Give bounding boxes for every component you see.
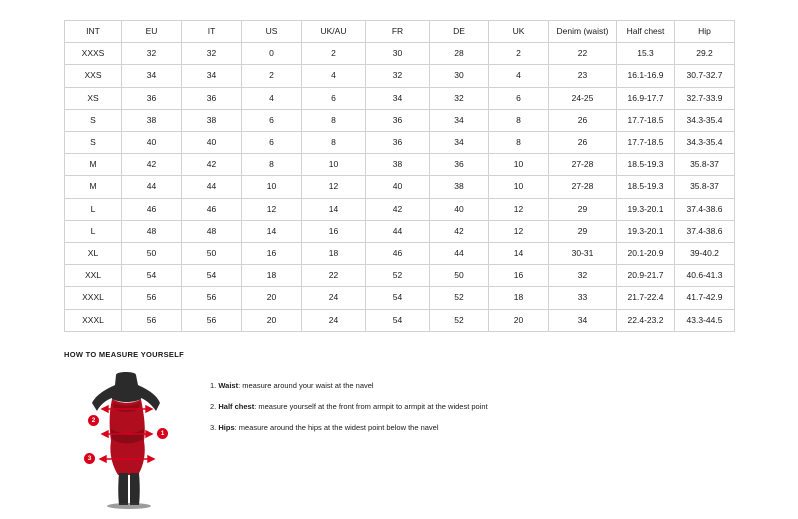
cell-de: 38: [430, 176, 489, 198]
step-term: Half chest: [218, 402, 255, 411]
column-header-uk: UK: [489, 21, 549, 43]
table-row: [65, 154, 735, 176]
cell-hip: 37.4-38.6: [675, 198, 735, 220]
cell-int: L: [65, 220, 122, 242]
step-number: 3.: [210, 423, 217, 432]
cell-eu: 56: [122, 287, 182, 309]
cell-eu: 48: [122, 220, 182, 242]
cell-uk-au: 14: [302, 198, 366, 220]
cell-eu: 54: [122, 265, 182, 287]
cell-uk-au: 6: [302, 87, 366, 109]
cell-int: XXXL: [65, 287, 122, 309]
cell-de: 50: [430, 265, 489, 287]
cell-it: 56: [182, 287, 242, 309]
cell-denim-waist: 30-31: [549, 243, 617, 265]
cell-fr: 54: [366, 287, 430, 309]
cell-eu: 44: [122, 176, 182, 198]
column-header-fr: FR: [366, 21, 430, 43]
mannequin-figure: [64, 369, 194, 509]
cell-int: XS: [65, 87, 122, 109]
step-term: Hips: [218, 423, 235, 432]
size-chart-container: [64, 20, 734, 332]
cell-us: 12: [242, 198, 302, 220]
cell-it: 38: [182, 109, 242, 131]
cell-half-chest: 20.1-20.9: [617, 243, 675, 265]
cell-us: 18: [242, 265, 302, 287]
cell-it: 36: [182, 87, 242, 109]
cell-uk: 10: [489, 176, 549, 198]
cell-half-chest: 20.9-21.7: [617, 265, 675, 287]
cell-us: 2: [242, 65, 302, 87]
cell-half-chest: 17.7-18.5: [617, 132, 675, 154]
cell-fr: 54: [366, 309, 430, 331]
cell-uk: 14: [489, 243, 549, 265]
cell-us: 8: [242, 154, 302, 176]
cell-eu: 40: [122, 132, 182, 154]
cell-us: 16: [242, 243, 302, 265]
cell-de: 34: [430, 109, 489, 131]
cell-uk: 12: [489, 220, 549, 242]
size-chart-table: [64, 20, 735, 332]
cell-uk: 20: [489, 309, 549, 331]
table-row: [65, 109, 735, 131]
cell-fr: 36: [366, 109, 430, 131]
column-header-int: INT: [65, 21, 122, 43]
how-to-measure-section: [64, 350, 734, 509]
cell-half-chest: 19.3-20.1: [617, 220, 675, 242]
column-header-denim-waist: Denim (waist): [549, 21, 617, 43]
cell-de: 42: [430, 220, 489, 242]
cell-it: 54: [182, 265, 242, 287]
cell-int: M: [65, 176, 122, 198]
cell-fr: 32: [366, 65, 430, 87]
cell-de: 52: [430, 287, 489, 309]
cell-it: 40: [182, 132, 242, 154]
cell-denim-waist: 27-28: [549, 176, 617, 198]
cell-hip: 35.8-37: [675, 176, 735, 198]
cell-denim-waist: 27-28: [549, 154, 617, 176]
marker-1: 1: [157, 428, 168, 439]
table-body: [65, 43, 735, 332]
cell-int: XXXS: [65, 43, 122, 65]
cell-eu: 34: [122, 65, 182, 87]
cell-half-chest: 21.7-22.4: [617, 287, 675, 309]
cell-hip: 39-40.2: [675, 243, 735, 265]
cell-half-chest: 18.5-19.3: [617, 154, 675, 176]
cell-denim-waist: 29: [549, 220, 617, 242]
cell-int: XXS: [65, 65, 122, 87]
step-text: : measure around your waist at the navel: [238, 381, 374, 390]
column-header-half-chest: Half chest: [617, 21, 675, 43]
cell-uk-au: 16: [302, 220, 366, 242]
cell-half-chest: 22.4-23.2: [617, 309, 675, 331]
cell-half-chest: 19.3-20.1: [617, 198, 675, 220]
cell-it: 32: [182, 43, 242, 65]
cell-it: 46: [182, 198, 242, 220]
cell-uk-au: 8: [302, 109, 366, 131]
cell-uk-au: 10: [302, 154, 366, 176]
cell-it: 42: [182, 154, 242, 176]
cell-uk-au: 2: [302, 43, 366, 65]
cell-us: 6: [242, 109, 302, 131]
cell-de: 28: [430, 43, 489, 65]
column-header-eu: EU: [122, 21, 182, 43]
cell-fr: 30: [366, 43, 430, 65]
cell-uk-au: 18: [302, 243, 366, 265]
cell-uk-au: 24: [302, 309, 366, 331]
step-number: 1.: [210, 381, 217, 390]
cell-half-chest: 15.3: [617, 43, 675, 65]
cell-fr: 46: [366, 243, 430, 265]
cell-hip: 37.4-38.6: [675, 220, 735, 242]
cell-hip: 34.3-35.4: [675, 132, 735, 154]
measure-steps-list: [210, 369, 488, 444]
table-row: [65, 43, 735, 65]
cell-hip: 40.6-41.3: [675, 265, 735, 287]
table-row: [65, 65, 735, 87]
cell-uk: 2: [489, 43, 549, 65]
marker-3: 3: [84, 453, 95, 464]
table-row: [65, 132, 735, 154]
table-header: [65, 21, 735, 43]
cell-hip: 30.7-32.7: [675, 65, 735, 87]
column-header-hip: Hip: [675, 21, 735, 43]
cell-denim-waist: 24-25: [549, 87, 617, 109]
cell-eu: 38: [122, 109, 182, 131]
cell-uk-au: 22: [302, 265, 366, 287]
table-header-row: [65, 21, 735, 43]
cell-it: 34: [182, 65, 242, 87]
cell-de: 30: [430, 65, 489, 87]
cell-hip: 43.3-44.5: [675, 309, 735, 331]
cell-us: 6: [242, 132, 302, 154]
table-row: [65, 176, 735, 198]
column-header-uk-au: UK/AU: [302, 21, 366, 43]
cell-de: 52: [430, 309, 489, 331]
marker-2: 2: [88, 415, 99, 426]
table-row: [65, 309, 735, 331]
cell-de: 36: [430, 154, 489, 176]
table-row: [65, 287, 735, 309]
step-term: Waist: [218, 381, 239, 390]
cell-uk-au: 4: [302, 65, 366, 87]
how-to-measure-body: [64, 369, 734, 509]
cell-denim-waist: 26: [549, 109, 617, 131]
cell-fr: 36: [366, 132, 430, 154]
cell-it: 50: [182, 243, 242, 265]
cell-uk: 8: [489, 109, 549, 131]
cell-denim-waist: 26: [549, 132, 617, 154]
cell-int: L: [65, 198, 122, 220]
cell-it: 44: [182, 176, 242, 198]
cell-us: 10: [242, 176, 302, 198]
cell-hip: 34.3-35.4: [675, 109, 735, 131]
cell-int: XXXL: [65, 309, 122, 331]
cell-it: 56: [182, 309, 242, 331]
step-text: : measure yourself at the front from armpit to armpit at the widest point: [254, 402, 488, 411]
cell-uk: 12: [489, 198, 549, 220]
mannequin-illustration-icon: [64, 369, 194, 509]
cell-int: S: [65, 132, 122, 154]
cell-hip: 41.7-42.9: [675, 287, 735, 309]
cell-us: 14: [242, 220, 302, 242]
table-row: [65, 243, 735, 265]
cell-uk: 6: [489, 87, 549, 109]
step-text: : measure around the hips at the widest point below the navel: [234, 423, 439, 432]
cell-fr: 52: [366, 265, 430, 287]
cell-us: 20: [242, 309, 302, 331]
cell-denim-waist: 33: [549, 287, 617, 309]
table-row: [65, 265, 735, 287]
cell-us: 0: [242, 43, 302, 65]
how-to-measure-title: HOW TO MEASURE YOURSELF: [64, 350, 184, 359]
cell-it: 48: [182, 220, 242, 242]
cell-us: 4: [242, 87, 302, 109]
cell-half-chest: 16.9-17.7: [617, 87, 675, 109]
cell-uk: 18: [489, 287, 549, 309]
column-header-us: US: [242, 21, 302, 43]
cell-de: 34: [430, 132, 489, 154]
cell-denim-waist: 32: [549, 265, 617, 287]
cell-uk-au: 24: [302, 287, 366, 309]
cell-eu: 42: [122, 154, 182, 176]
cell-int: XL: [65, 243, 122, 265]
cell-denim-waist: 34: [549, 309, 617, 331]
cell-denim-waist: 22: [549, 43, 617, 65]
step-number: 2.: [210, 402, 217, 411]
cell-eu: 50: [122, 243, 182, 265]
cell-int: M: [65, 154, 122, 176]
measure-step-half-chest: [210, 402, 488, 411]
cell-int: S: [65, 109, 122, 131]
cell-uk-au: 12: [302, 176, 366, 198]
cell-hip: 29.2: [675, 43, 735, 65]
cell-eu: 36: [122, 87, 182, 109]
cell-de: 44: [430, 243, 489, 265]
cell-uk: 4: [489, 65, 549, 87]
cell-denim-waist: 29: [549, 198, 617, 220]
measure-step-hips: [210, 423, 488, 432]
cell-half-chest: 17.7-18.5: [617, 109, 675, 131]
cell-fr: 44: [366, 220, 430, 242]
table-row: [65, 198, 735, 220]
cell-eu: 32: [122, 43, 182, 65]
cell-fr: 42: [366, 198, 430, 220]
cell-uk: 16: [489, 265, 549, 287]
table-row: [65, 220, 735, 242]
cell-int: XXL: [65, 265, 122, 287]
cell-eu: 46: [122, 198, 182, 220]
cell-fr: 34: [366, 87, 430, 109]
cell-hip: 32.7-33.9: [675, 87, 735, 109]
cell-eu: 56: [122, 309, 182, 331]
cell-half-chest: 18.5-19.3: [617, 176, 675, 198]
cell-uk: 8: [489, 132, 549, 154]
column-header-it: IT: [182, 21, 242, 43]
cell-fr: 40: [366, 176, 430, 198]
table-row: [65, 87, 735, 109]
cell-fr: 38: [366, 154, 430, 176]
cell-denim-waist: 23: [549, 65, 617, 87]
cell-uk: 10: [489, 154, 549, 176]
measure-step-waist: [210, 381, 488, 390]
cell-de: 40: [430, 198, 489, 220]
cell-de: 32: [430, 87, 489, 109]
column-header-de: DE: [430, 21, 489, 43]
cell-half-chest: 16.1-16.9: [617, 65, 675, 87]
cell-us: 20: [242, 287, 302, 309]
cell-hip: 35.8-37: [675, 154, 735, 176]
cell-uk-au: 8: [302, 132, 366, 154]
